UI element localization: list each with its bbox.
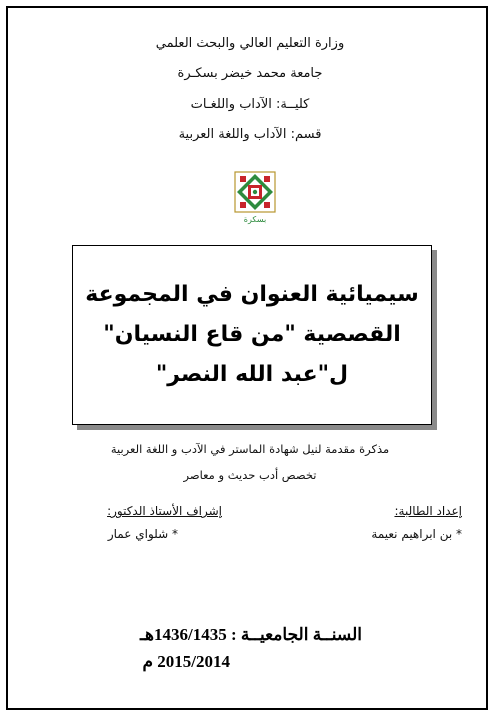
faculty-name: كليــة: الآداب واللغـات <box>190 97 310 112</box>
specialization: تخصص أدب حديث و معاصر <box>183 468 317 482</box>
thesis-title-line-1: سيميائية العنوان في المجموعة <box>85 282 419 307</box>
thesis-title-line-2: القصصية "من قاع النسيان" <box>103 322 401 347</box>
thesis-title-line-3: ل"عبد الله النصر" <box>155 362 349 387</box>
student-name: * بن ابراهيم نعيمة <box>371 527 462 541</box>
ministry-name: وزارة التعليم العالي والبحث العلمي <box>155 36 345 51</box>
degree-statement: مذكرة مقدمة لنيل شهادة الماستر في الآدب و اللغة العربية <box>110 442 390 456</box>
university-logo-icon <box>234 170 276 226</box>
department-name: قسم: الآداب واللغة العربية <box>178 127 322 142</box>
academic-year-hijri: السنــة الجامعيــة : 1436/1435هـ <box>140 625 362 644</box>
supervisor-label: إشراف الأستاذ الدكتور: <box>107 504 222 518</box>
logo-caption: بسكرة <box>243 215 267 224</box>
student-label: إعداد الطالبة: <box>394 504 462 518</box>
thesis-title-box <box>72 245 432 425</box>
academic-year-gregorian: 2015/2014 م <box>142 652 230 671</box>
university-name: جامعة محمد خيضر بسكـرة <box>177 66 323 81</box>
supervisor-name: * شلواي عمار <box>107 527 178 541</box>
